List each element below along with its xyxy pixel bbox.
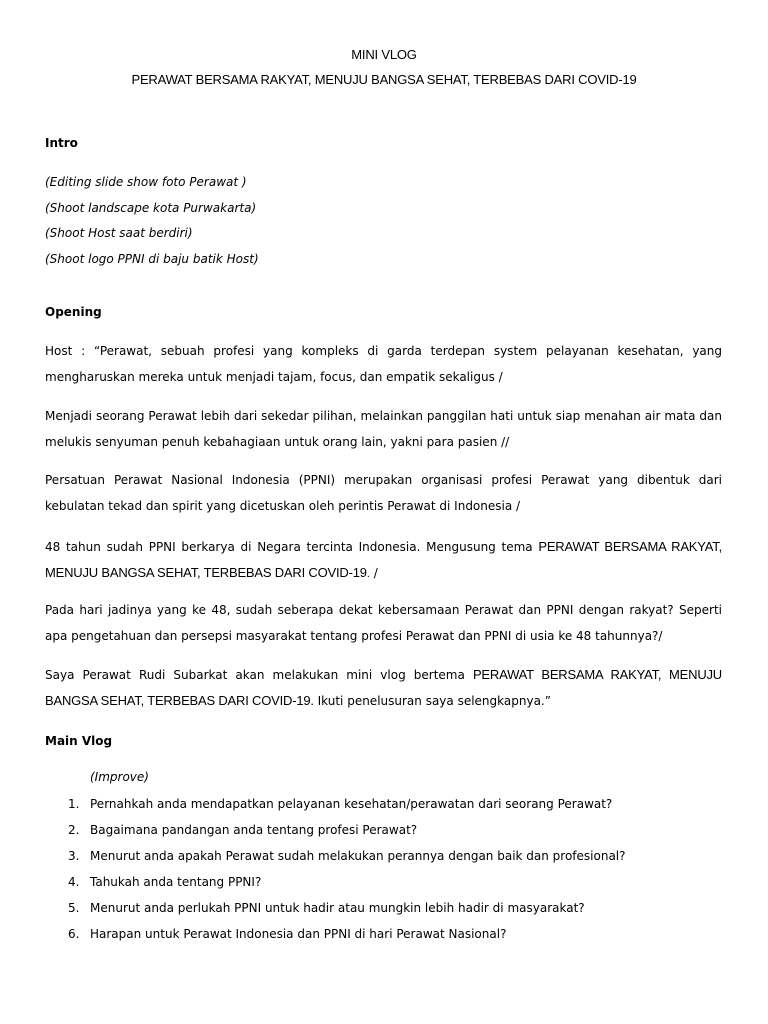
opening-paragraph-3: Persatuan Perawat Nasional Indonesia (PPNI) merupakan organisasi profesi Perawat yang dibentuk dari kebulatan tekad dan spirit yang dicetuskan oleh perintis Perawat di Indonesia / xyxy=(45,473,722,513)
list-text: Harapan untuk Perawat Indonesia dan PPNI di hari Perawat Nasional? xyxy=(90,927,507,941)
document-title: MINI VLOG xyxy=(351,47,417,62)
intro-line: (Editing slide show foto Perawat ) xyxy=(45,175,247,189)
paragraph-text: Saya Perawat Rudi Subarkat akan melakukan mini vlog bertema xyxy=(45,668,473,682)
opening-paragraph-6 xyxy=(45,662,722,714)
document-subtitle: PERAWAT BERSAMA RAKYAT, MENUJU BANGSA SEHAT, TERBEBAS DARI COVID-19 xyxy=(131,72,637,87)
opening-paragraph-2: Menjadi seorang Perawat lebih dari sekedar pilihan, melainkan panggilan hati untuk siap menahan air mata dan melukis senyuman penuh kebahagiaan untuk orang lain, yakni para pasien // xyxy=(45,409,722,449)
paragraph-text: 48 tahun sudah PPNI berkarya di Negara tercinta Indonesia. Mengusung tema xyxy=(45,540,539,554)
list-item xyxy=(68,797,612,811)
list-item xyxy=(68,875,261,889)
paragraph-text: / xyxy=(369,566,378,580)
list-number: 1. xyxy=(68,797,80,811)
opening-paragraph-1: Host : “Perawat, sebuah profesi yang kompleks di garda terdepan system pelayanan kesehatan, yang mengharuskan mereka untuk menjadi tajam, focus, dan empatik sekaligus / xyxy=(45,344,722,384)
theme-caps-text: PERAWAT BERSAMA RAKYAT, MENUJU BANGSA SEHAT, TERBEBAS DARI COVID-19 xyxy=(45,539,723,580)
list-text: Menurut anda perlukah PPNI untuk hadir atau mungkin lebih hadir di masyarakat? xyxy=(90,901,585,915)
list-item xyxy=(68,901,585,915)
list-item xyxy=(68,927,506,941)
theme-caps-text: PERAWAT BERSAMA RAKYAT, MENUJU BANGSA SEHAT, TERBEBAS DARI COVID-19. xyxy=(45,667,722,708)
list-number: 2. xyxy=(68,823,80,837)
list-number: 4. xyxy=(68,875,80,889)
list-text: Bagaimana pandangan anda tentang profesi Perawat? xyxy=(90,823,418,837)
paragraph-text: . xyxy=(366,569,370,580)
intro-line: (Shoot Host saat berdiri) xyxy=(45,226,193,240)
intro-heading: Intro xyxy=(45,136,78,150)
list-item xyxy=(68,849,626,863)
list-number: 3. xyxy=(68,849,80,863)
paragraph-text: Ikuti penelusuran saya selengkapnya.” xyxy=(313,694,551,708)
opening-heading: Opening xyxy=(45,305,102,319)
list-item xyxy=(68,823,417,837)
list-text: Menurut anda apakah Perawat sudah melakukan perannya dengan baik dan profesional? xyxy=(90,849,626,863)
list-number: 6. xyxy=(68,927,80,941)
list-number: 5. xyxy=(68,901,80,915)
intro-line: (Shoot logo PPNI di baju batik Host) xyxy=(45,252,259,266)
intro-line: (Shoot landscape kota Purwakarta) xyxy=(45,201,257,215)
main-vlog-subheading: (Improve) xyxy=(90,770,149,784)
opening-paragraph-4 xyxy=(45,534,722,588)
list-text: Tahukah anda tentang PPNI? xyxy=(90,875,262,889)
main-vlog-heading: Main Vlog xyxy=(45,734,113,748)
list-text: Pernahkah anda mendapatkan pelayanan kesehatan/perawatan dari seorang Perawat? xyxy=(90,797,613,811)
opening-paragraph-5: Pada hari jadinya yang ke 48, sudah seberapa dekat kebersamaan Perawat dan PPNI dengan rakyat? Seperti apa pengetahuan dan persepsi masyarakat tentang profesi Perawat dan PPNI di usia ke 48 tahunnya?/ xyxy=(45,603,722,643)
